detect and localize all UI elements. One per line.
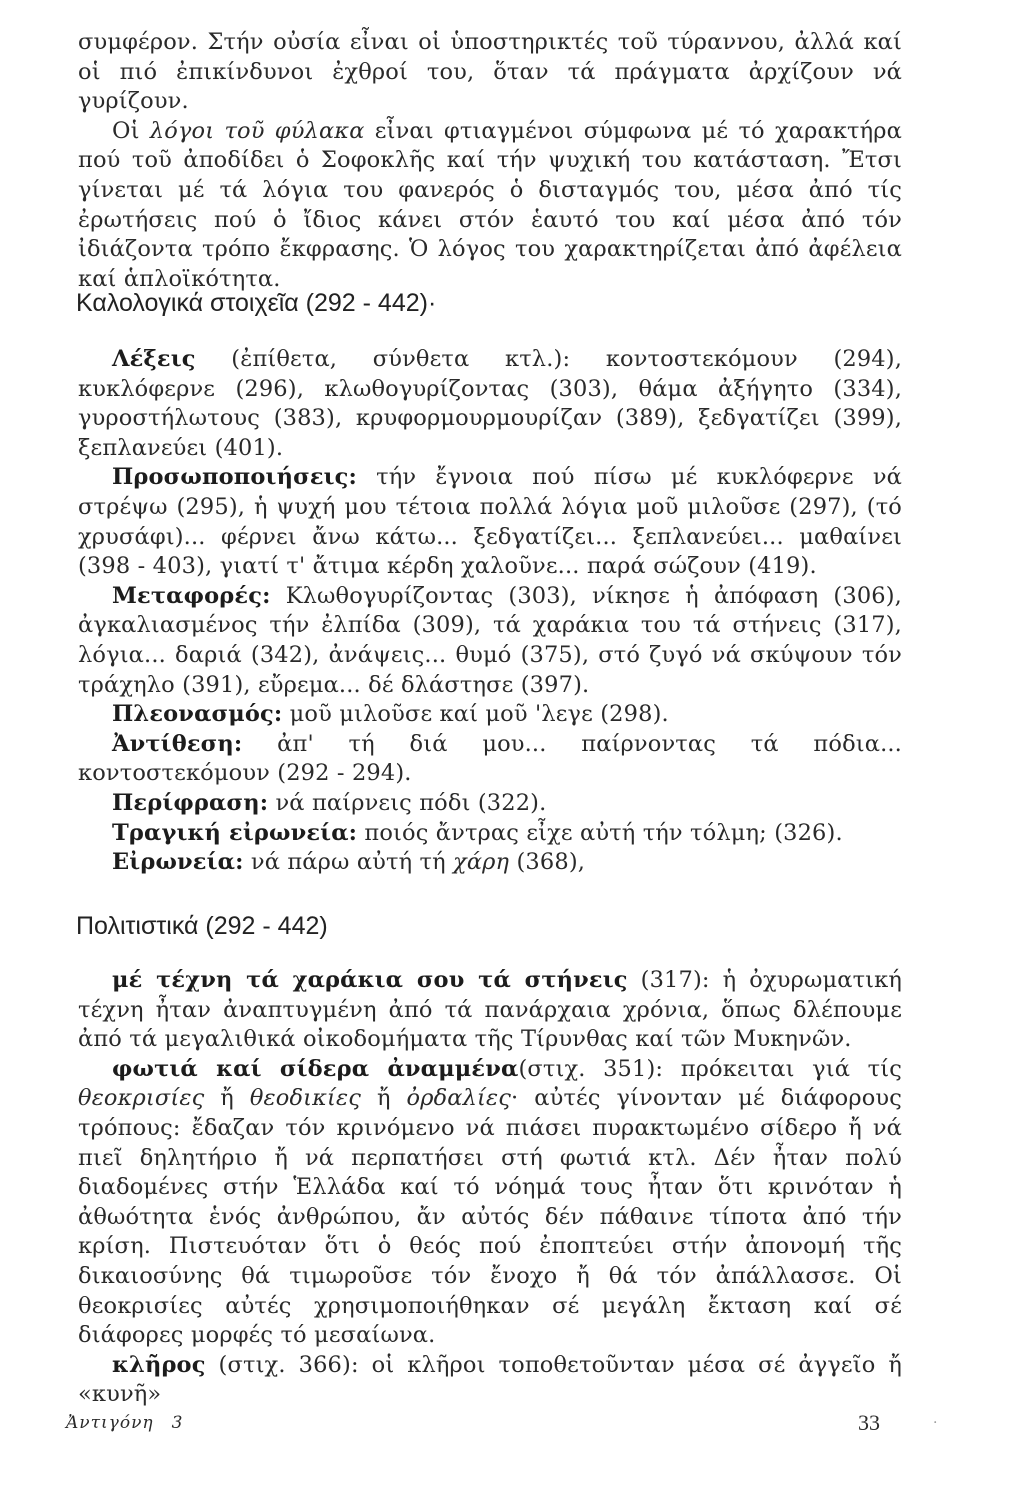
item-words [78, 345, 902, 463]
item-tragic-irony [78, 819, 902, 849]
footer-volume-number: 3 [171, 1413, 184, 1433]
item-antithesis [78, 730, 902, 789]
term-italic: θεοδικίες [249, 1085, 361, 1112]
culture-paragraph-3 [78, 1351, 902, 1410]
intro-paragraph-1: συμφέρον. Στήν οὐσία εἶναι οἱ ὑποστηρικτές τοῦ τύραννου, ἀλλά καί οἱ πιό ἐπικίνδυνοι ἐχθροί του, ὅταν τά πράγματα ἀρχίζουν νά γυρίζουν. [78, 29, 902, 115]
term-text: Κλωθογυρίζοντας (303), νίκησε ἡ ἀπόφαση (306), ἀγκαλιασμένος τήν ἐλπίδα (309), τά χαράκια του τά στήνεις (317), λόγια... δαριά (342), ἀνάψεις... θυμό (375), στό ζυγό νά σκύψουν τόν τράχηλο (391), εὔρεμα... δέ δλάστησε (397). [78, 582, 902, 698]
term-text: νά πάρω αὐτή τή [243, 849, 454, 876]
term-label: Μεταφορές: [112, 582, 271, 609]
term-text: ἀπ' τή διά μου... παίρνοντας τά πόδια... κοντοστεκόμουν (292 - 294). [78, 730, 902, 787]
section-heading-culture: Πολιτιστικά (292 - 442) [76, 912, 328, 940]
intro-paragraph-2 [78, 117, 902, 295]
term-label: Εἰρωνεία: [112, 849, 244, 876]
term-text: (στιχ. 366): οἱ κλῆροι τοποθετοῦνταν μέσα σέ ἀγγεῖο ἤ «κυνῆ» [78, 1351, 902, 1408]
guard-lead: Οἱ [112, 117, 150, 144]
intro-block [78, 28, 902, 294]
rhetoric-block [78, 345, 902, 878]
term-text: ἤ [204, 1085, 250, 1112]
term-text: (317): ἡ ὀχυρωματική τέχνη ἦταν ἀναπτυγμένη ἀπό τά πανάρχαια χρόνια, ὅπως δλέπουμε ἀπό τά μεγαλιθικά οἰκοδομήματα τῆς Τίρυνθας καί τῶν Μυκηνῶν. [78, 967, 903, 1053]
term-label: Ἀντίθεση: [112, 730, 243, 757]
term-label: φωτιά καί σίδερα ἀναμμένα [112, 1055, 519, 1082]
term-label: Πλεονασμός: [112, 701, 283, 728]
term-text: · αὐτές γίνονταν μέ διάφορους τρόπους: ἔδαζαν τόν κρινόμενο νά πιάσει πυρακτωμένο σίδερο ἤ νά πιεῖ δηλητήριο ἤ νά περπατήσει στή φωτιά κτλ. Δέν ἦταν πολύ διαδομένες στήν Ἑλλάδα καί τό νόημά τους ἦταν ὅτι κρινόταν ἡ ἀθωότητα ἑνός ἀνθρώπου, ἄν αὐτός δέν πάθαινε τίποτα ἀπό τήν κρίση. Πιστευόταν ὅτι ὁ θεός πού ἐποπτεύει στήν ἀπονομή τῆς δικαιοσύνης θά τιμωροῦσε τόν ἔνοχο ἤ θά τόν ἀπάλλασσε. Οἱ θεοκρισίες αὐτές χρησιμοποιήθηκαν σέ μεγάλη ἔκταση καί σέ διάφορες μορφές τό μεσαίωνα. [78, 1085, 902, 1349]
guard-rest: εἶναι φτιαγμένοι σύμφωνα μέ τό χαρακτήρα πού τοῦ ἀποδίδει ὁ Σοφοκλῆς καί τήν ψυχική του κατάσταση. Ἔτσι γίνεται μέ τά λόγια του φανερός ὁ δισταγμός του, μέσα ἀπό τίς ἐρωτήσεις πού ὁ ἴδιος κάνει στόν ἑαυτό του καί μέσα ἀπό τόν ἰδιάζοντα τρόπο ἔκφρασης. Ὁ λόγος του χαρακτηρίζεται ἀπό ἀφέλεια καί ἁπλοϊκότητα. [78, 117, 902, 292]
term-label: Περίφραση: [112, 789, 269, 816]
culture-paragraph-2 [78, 1055, 902, 1351]
section-heading-rhetoric: Καλολογικά στοιχεῖα (292 - 442)· [76, 289, 437, 317]
scan-speck: · [933, 1415, 938, 1431]
term-text: (ἐπίθετα, σύνθετα κτλ.): κοντοστεκόμουν (294), κυκλόφερνε (296), κλωθογυρίζοντας (303), θάμα ἀξήγητο (334), γυροστήλωτους (383), κρυφορμουρμουρίζαν (389), ξεδγατίζει (399), ξεπλανεύει (401). [78, 346, 902, 461]
term-italic: θεοκρισίες [78, 1085, 205, 1112]
term-text: νά παίρνεις πόδι (322). [268, 789, 547, 816]
item-irony [78, 848, 902, 878]
term-label: κλῆρος [112, 1351, 206, 1378]
term-text: (στιχ. 351): πρόκειται γιά τίς [518, 1055, 902, 1082]
item-pleonasm [78, 700, 902, 730]
term-text: ποιός ἄντρας εἶχε αὐτή τήν τόλμη; (326). [357, 819, 843, 846]
culture-block [78, 966, 902, 1410]
term-text: μοῦ μιλοῦσε καί μοῦ 'λεγε (298). [282, 701, 669, 728]
page-number: 33 [858, 1410, 880, 1435]
item-periphrasis [78, 789, 902, 819]
culture-paragraph-1 [78, 966, 902, 1055]
term-italic: ὀρδαλίες [406, 1085, 512, 1112]
footer-title-text: Ἀντιγόνη [66, 1413, 154, 1433]
term-italic: χάρη [453, 849, 510, 876]
term-label: Τραγική εἰρωνεία: [112, 819, 358, 846]
term-label: Προσωποποιήσεις: [112, 464, 357, 491]
term-label: μέ τέχνη τά χαράκια σου τά στήνεις [112, 967, 628, 993]
item-personification [78, 463, 902, 581]
guard-italic: λόγοι τοῦ φύλακα [149, 117, 365, 144]
term-tail: (368), [509, 849, 586, 876]
term-text: ἤ [361, 1085, 407, 1112]
term-label: Λέξεις [112, 346, 196, 372]
term-text: τήν ἔγνοια πού πίσω μέ κυκλόφερνε νά στρέψω (295), ἡ ψυχή μου τέτοια πολλά λόγια μοῦ μιλοῦσε (297), (τό χρυσάφι)... φέρνει ἄνω κάτω... ξεδγατίζει... ξεπλανεύει... μαθαίνει (398 - 403), γιατί τ' ἄτιμα κέρδη χαλοῦνε... παρά σώζουν (419). [78, 464, 902, 580]
footer-book-title [66, 1413, 183, 1433]
item-metaphors [78, 582, 902, 700]
